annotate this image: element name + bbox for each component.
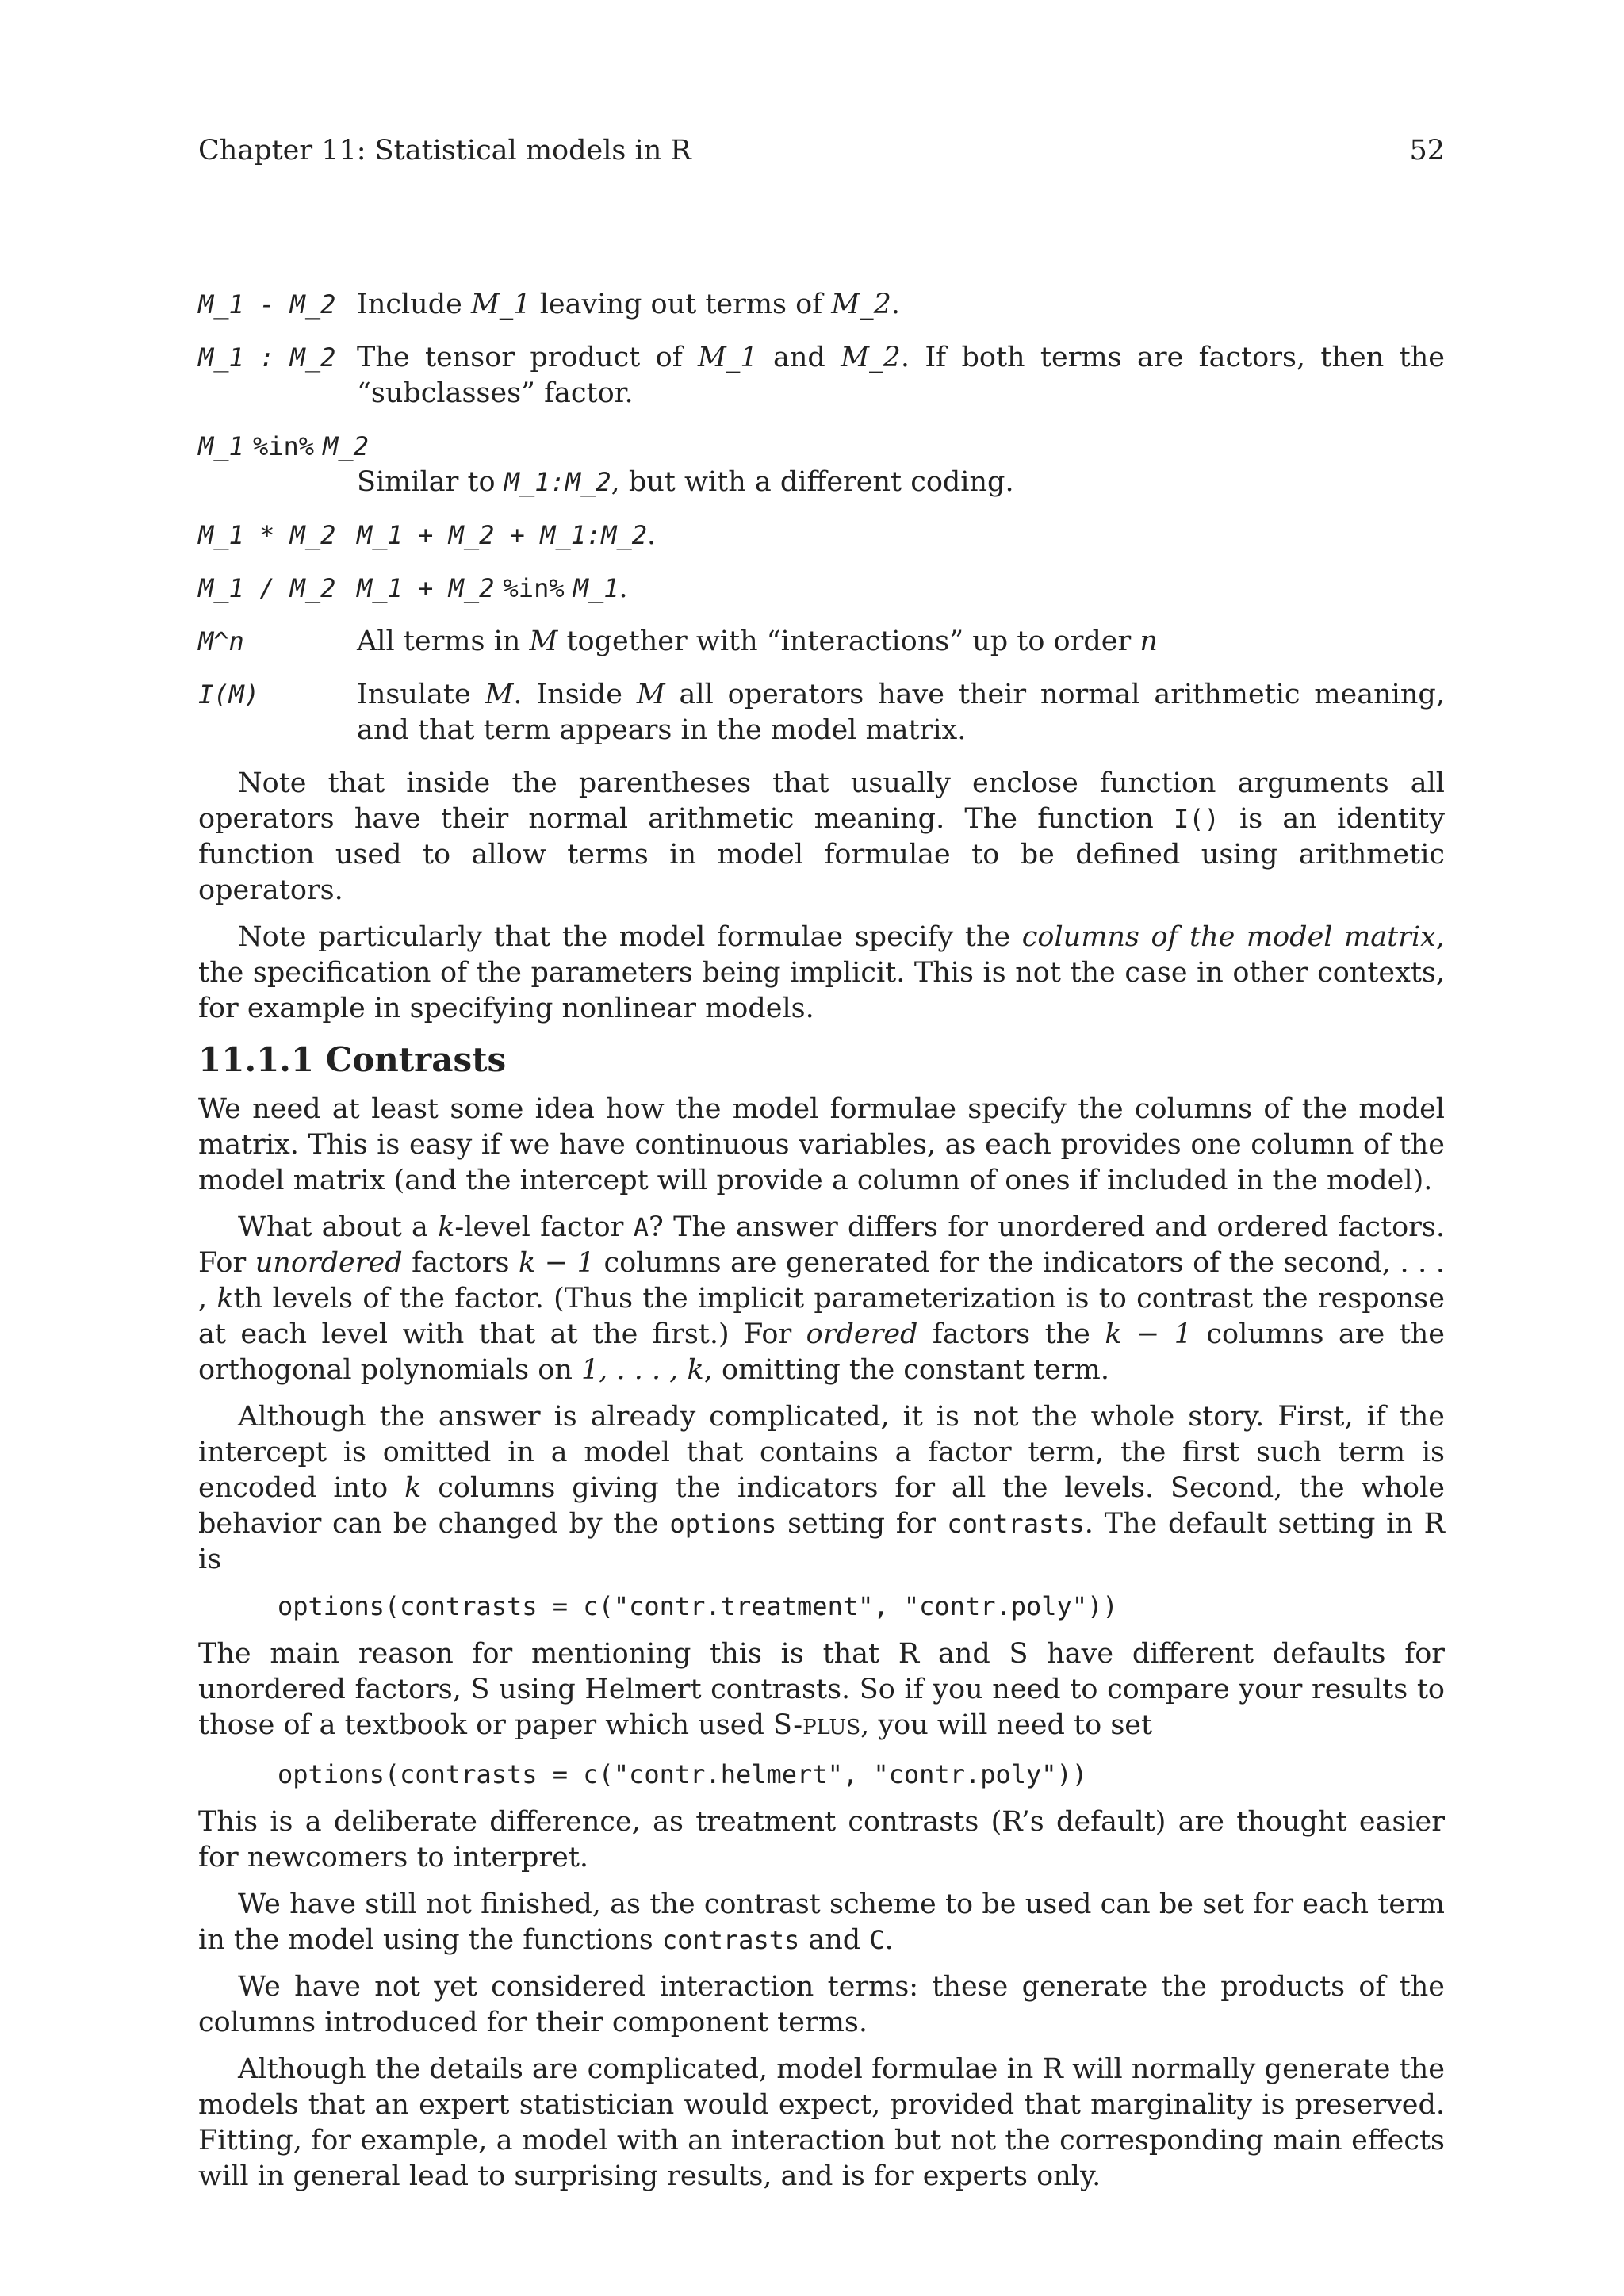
operator-term: M^n bbox=[198, 626, 244, 656]
operator-item-slash bbox=[198, 571, 1445, 607]
chapter-title: Chapter 11: Statistical models in R bbox=[198, 135, 691, 166]
operator-description: Include M_1 leaving out terms of M_2. bbox=[357, 289, 901, 320]
operator-item-insulate bbox=[198, 677, 1445, 748]
paragraph-identity-function: Note that inside the parentheses that usually enclose function arguments all operators have their normal arithmetic meaning. The function I() is an identity function used to allow terms in model formulae to be defined using arithmetic operators. bbox=[198, 767, 1445, 906]
paragraph-helmert: The main reason for mentioning this is that R and S have different defaults for unordered factors, S using Helmert contrasts. So if you need to compare your results to those of a textbook or paper which used S-PLUS, you will need to set bbox=[198, 1638, 1445, 1741]
operator-description: All terms in M together with “interactions” up to order n bbox=[357, 626, 1158, 657]
operator-term: I(M) bbox=[198, 679, 260, 710]
paragraph-model-matrix: Note particularly that the model formulae specify the columns of the model matrix, the specification of the parameters being implicit. This is not the case in other contexts, for example in specifying nonlinear models. bbox=[198, 921, 1445, 1024]
running-header bbox=[198, 133, 1445, 168]
operator-term: M_1 / M_2 bbox=[198, 573, 336, 603]
operator-term: M_1 * M_2 bbox=[198, 520, 336, 550]
operator-item-colon bbox=[198, 340, 1445, 411]
paragraph-marginality: Although the details are complicated, model formulae in R will normally generate the models that an expert statistician would expect, provided that marginality is preserved. Fitting, for example, a model with an interaction but not the corresponding main effects will in general lead to surprising results, and is for experts only. bbox=[198, 2053, 1445, 2192]
operator-description: M_1 + M_2 + M_1:M_2. bbox=[357, 519, 657, 551]
operator-item-in bbox=[198, 429, 1445, 500]
paragraph-contrasts-intro: We need at least some idea how the model formulae specify the columns of the model matrix. This is easy if we have continuous variables, as each provides one column of the model matrix (and the intercept will provide a column of ones if included in the model). bbox=[198, 1093, 1445, 1196]
paragraph-options-setting: Although the answer is already complicated, it is not the whole story. First, if the intercept is omitted in a model that contains a factor term, the first such term is encoded into k columns giving the indicators for all the levels. Second, the whole behavior can be changed by the options setting for contrasts. The default setting in R is bbox=[198, 1401, 1445, 1575]
operator-description: Similar to M_1:M_2, but with a different coding. bbox=[357, 466, 1014, 498]
paragraph-deliberate-difference: This is a deliberate difference, as treatment contrasts (R’s default) are thought easier for newcomers to interpret. bbox=[198, 1806, 1445, 1873]
section-heading: 11.1.1 Contrasts bbox=[198, 1040, 507, 1079]
paragraph-contrast-scheme: We have still not finished, as the contrast scheme to be used can be set for each term in the model using the functions contrasts and C. bbox=[198, 1888, 1445, 1956]
paragraph-factor-levels: What about a k-level factor A? The answer differs for unordered and ordered factors. For unordered factors k − 1 columns are generated for the indicators of the second, . . . , kth levels of the factor. (Thus the implicit parameterization is to contrast the response at each level with that at the first.) For ordered factors the k − 1 columns are the orthogonal polynomials on 1, . . . , k, omitting the constant term. bbox=[198, 1211, 1445, 1386]
operator-item-minus bbox=[198, 287, 1445, 323]
page-content bbox=[198, 287, 1445, 2206]
code-block-helmert-contrasts: options(contrasts = c("contr.helmert", "contr.poly")) bbox=[278, 1759, 1088, 1789]
operator-item-star bbox=[198, 518, 1445, 553]
operator-term: M_1 - M_2 bbox=[198, 289, 336, 320]
operator-description: The tensor product of M_1 and M_2. If both terms are factors, then the “subclasses” factor. bbox=[357, 342, 1445, 409]
operator-description: M_1 + M_2 %in% M_1. bbox=[357, 572, 628, 604]
operator-item-power bbox=[198, 624, 1445, 660]
operator-list bbox=[198, 287, 1445, 748]
operator-term: M_1 : M_2 bbox=[198, 342, 336, 373]
operator-term: M_1 %in% M_2 bbox=[198, 431, 369, 461]
code-block-default-contrasts: options(contrasts = c("contr.treatment", "contr.poly")) bbox=[278, 1591, 1118, 1621]
paragraph-interaction-terms: We have not yet considered interaction terms: these generate the products of the columns introduced for their component terms. bbox=[198, 1971, 1445, 2038]
operator-description: Insulate M. Inside M all operators have their normal arithmetic meaning, and that term appears in the model matrix. bbox=[357, 679, 1445, 746]
page-number: 52 bbox=[1409, 135, 1445, 166]
